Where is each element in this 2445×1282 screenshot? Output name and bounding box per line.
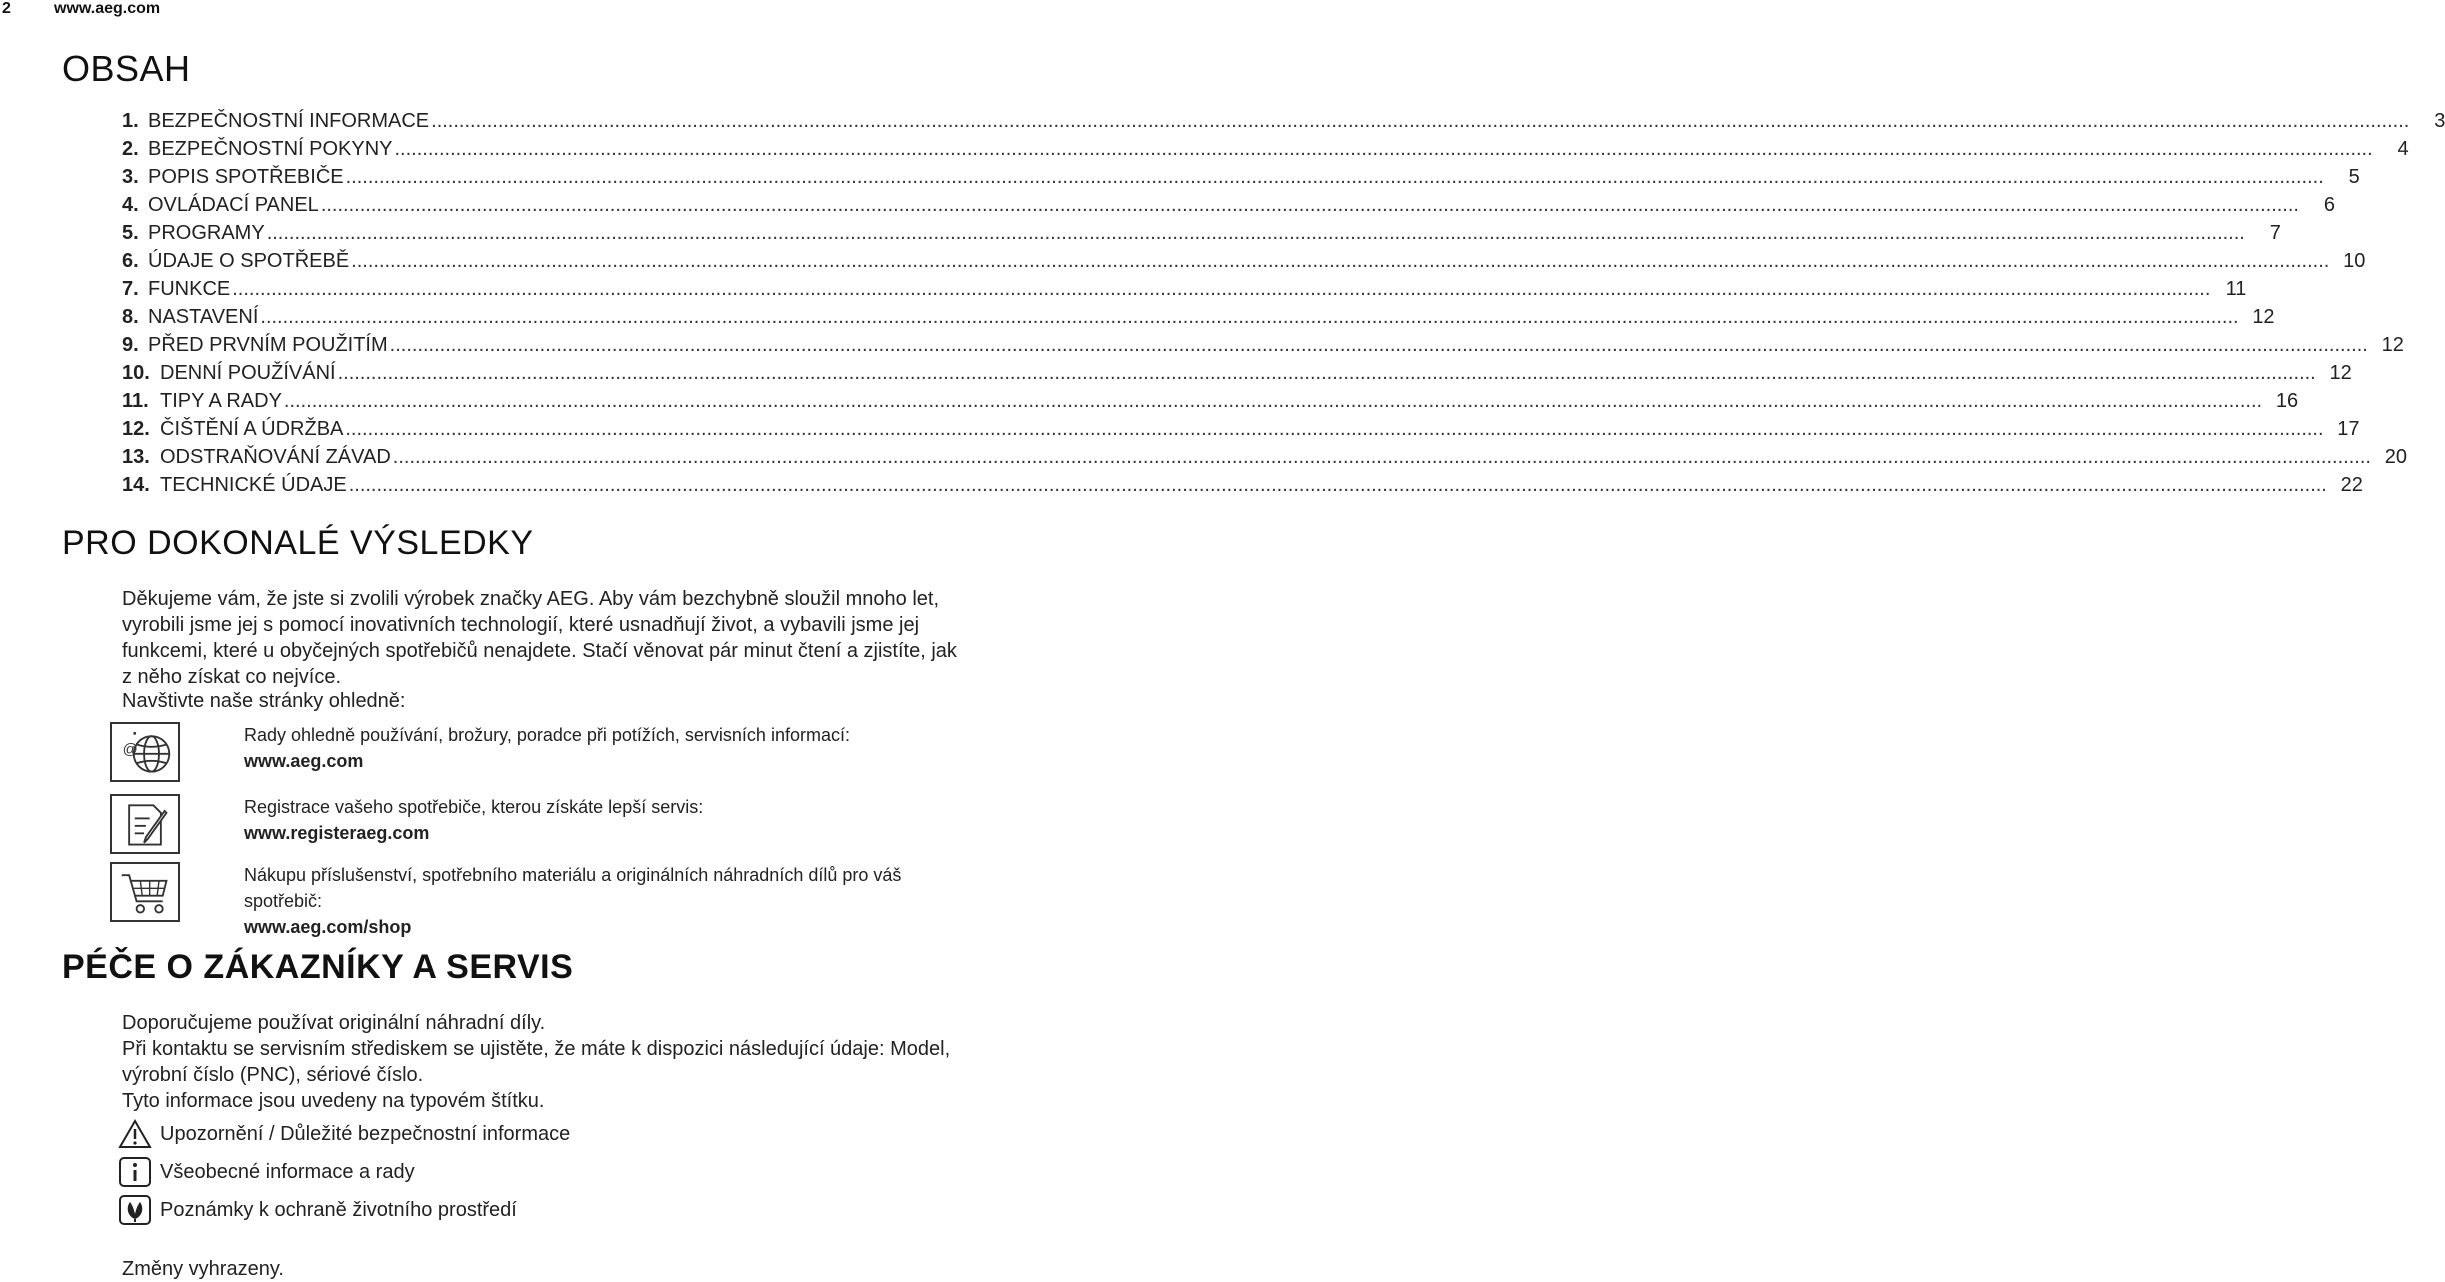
toc-entry-page: 6 (2323, 194, 2335, 216)
toc-entry-number: 8. (122, 306, 139, 328)
toc-entry-page: 3 (2434, 110, 2445, 132)
toc-entry-label: TIPY A RADY (160, 390, 282, 412)
toc-entry-number: 5. (122, 222, 139, 244)
toc-dot-leader (351, 250, 2329, 273)
legend-warning (118, 1118, 570, 1150)
toc-entry[interactable] (122, 469, 2363, 497)
info-icon (118, 1156, 152, 1188)
toc-dot-leader (338, 362, 2316, 385)
toc-entry-number: 7. (122, 278, 139, 300)
changes-reserved-note: Změny vyhrazeny. (122, 1258, 284, 1280)
toc-dot-leader (345, 418, 2323, 441)
toc-dot-leader (349, 474, 2327, 497)
toc-entry-number: 9. (122, 334, 139, 356)
toc-entry-page: 17 (2337, 418, 2360, 440)
service-link[interactable]: www.aeg.com (244, 751, 364, 771)
toc-entry[interactable] (122, 105, 2445, 133)
toc-entry-page: 12 (2252, 306, 2275, 328)
toc-dot-leader (395, 138, 2373, 161)
toc-entry-page: 4 (2397, 138, 2409, 160)
toc-entry-label: TECHNICKÉ ÚDAJE (160, 474, 347, 496)
toc-entry-label: NASTAVENÍ (148, 306, 259, 328)
toc-entry-page: 12 (2329, 362, 2352, 384)
toc-entry-number: 11. (122, 390, 149, 412)
toc-entry-page: 11 (2225, 278, 2247, 300)
care-title: PÉČE O ZÁKAZNÍKY A SERVIS (62, 948, 574, 986)
toc-entry[interactable] (122, 441, 2407, 469)
toc-entry-label: PŘED PRVNÍM POUŽITÍM (148, 334, 388, 356)
results-title: PRO DOKONALÉ VÝSLEDKY (62, 524, 534, 562)
toc-entry-number: 3. (122, 166, 139, 188)
service-link[interactable]: www.aeg.com/shop (244, 917, 412, 937)
service-description: Rady ohledně používání, brožury, poradce při potížích, servisních informací: (244, 725, 850, 745)
care-line-label: Tyto informace jsou uvedeny na typovém štítku. (122, 1090, 545, 1112)
toc-entry-page: 22 (2340, 474, 2363, 496)
toc-dot-leader (284, 390, 2262, 413)
web-globe-icon (110, 722, 180, 782)
toc-entry[interactable] (122, 301, 2275, 329)
toc-entry[interactable] (122, 273, 2247, 301)
toc-entry-label: BEZPEČNOSTNÍ INFORMACE (148, 110, 430, 132)
legend-info (118, 1156, 415, 1188)
site-url[interactable]: www.aeg.com (54, 0, 161, 17)
results-intro: Děkujeme vám, že jste si zvolili výrobek značky AEG. Aby vám bezchybně sloužil mnoho let, vyrobili jsme jej s pomocí inovativních technologií, které usnadňují život, a vybavili jsme jej funkcemi, které u obyčejných spotřebičů nenajdete. Stačí věnovat pár minut čtení a zjistíte, jak z něho získat co nejvíce. (122, 588, 957, 688)
toc-entry-page: 5 (2348, 166, 2360, 188)
toc-dot-leader (390, 334, 2368, 357)
toc-dot-leader (267, 222, 2245, 245)
toc-entry-number: 14. (122, 474, 150, 496)
shopping-cart-icon (110, 862, 180, 922)
toc-entry[interactable] (122, 357, 2352, 385)
toc-entry-number: 1. (122, 110, 139, 132)
page-header (2, 0, 160, 18)
toc-entry-page: 7 (2269, 222, 2281, 244)
toc-entry-number: 6. (122, 250, 139, 272)
toc-entry-number: 13. (122, 446, 150, 468)
toc-entry[interactable] (122, 217, 2281, 245)
toc-entry-label: PROGRAMY (148, 222, 265, 244)
toc-dot-leader (232, 278, 2210, 301)
table-of-contents (122, 105, 2445, 497)
toc-entry-page: 20 (2384, 446, 2407, 468)
toc-entry-page: 16 (2275, 390, 2299, 412)
toc-entry[interactable] (122, 245, 2366, 273)
legend-warning-text: Upozornění / Důležité bezpečnostní informace (160, 1122, 571, 1145)
toc-entry-number: 4. (122, 194, 139, 216)
toc-entry-page: 12 (2381, 334, 2404, 356)
care-line-parts: Doporučujeme používat originální náhradní díly. (122, 1012, 546, 1034)
toc-entry[interactable] (122, 385, 2299, 413)
toc-entry-label: ÚDAJE O SPOTŘEBĚ (148, 250, 350, 272)
toc-entry-label: ČIŠTĚNÍ A ÚDRŽBA (160, 418, 344, 440)
toc-entry-label: DENNÍ POUŽÍVÁNÍ (160, 362, 336, 384)
toc-entry[interactable] (122, 161, 2360, 189)
toc-entry[interactable] (122, 189, 2335, 217)
toc-entry-label: ODSTRAŇOVÁNÍ ZÁVAD (160, 446, 391, 468)
warning-icon (118, 1118, 152, 1150)
toc-entry-number: 12. (122, 418, 150, 440)
toc-dot-leader (346, 166, 2324, 189)
toc-entry-page: 10 (2343, 250, 2366, 272)
legend-environment (118, 1194, 517, 1226)
service-link[interactable]: www.registeraeg.com (244, 823, 430, 843)
legend-info-text: Všeobecné informace a rady (160, 1160, 415, 1183)
toc-entry-number: 10. (122, 362, 150, 384)
toc-entry-label: FUNKCE (148, 278, 231, 300)
toc-entry[interactable] (122, 329, 2404, 357)
toc-entry-label: BEZPEČNOSTNÍ POKYNY (148, 138, 393, 160)
toc-dot-leader (260, 306, 2238, 329)
toc-entry[interactable] (122, 413, 2360, 441)
service-description: Nákupu příslušenství, spotřebního materiálu a originálních náhradních dílů pro váš spotřebič: (244, 865, 902, 911)
service-description: Registrace vašeho spotřebiče, kterou získáte lepší servis: (244, 797, 704, 817)
toc-entry-label: POPIS SPOTŘEBIČE (148, 166, 344, 188)
care-line-contact: Při kontaktu se servisním střediskem se ujistěte, že máte k dispozici následující údaje: Model, výrobní číslo (PNC), sériové číslo. (122, 1038, 951, 1086)
svg-text:@: @ (122, 740, 138, 758)
toc-entry-label: OVLÁDACÍ PANEL (148, 194, 319, 216)
toc-entry[interactable] (122, 133, 2409, 161)
toc-dot-leader (393, 446, 2371, 469)
toc-dot-leader (321, 194, 2299, 217)
toc-title: OBSAH (62, 48, 191, 89)
toc-dot-leader (431, 110, 2409, 133)
registration-pen-icon (110, 794, 180, 854)
environment-icon (118, 1194, 152, 1226)
page-number: 2 (2, 0, 11, 17)
toc-entry-number: 2. (122, 138, 139, 160)
legend-environment-text: Poznámky k ochraně životního prostředí (160, 1198, 517, 1221)
visit-label: Navštivte naše stránky ohledně: (122, 690, 406, 712)
